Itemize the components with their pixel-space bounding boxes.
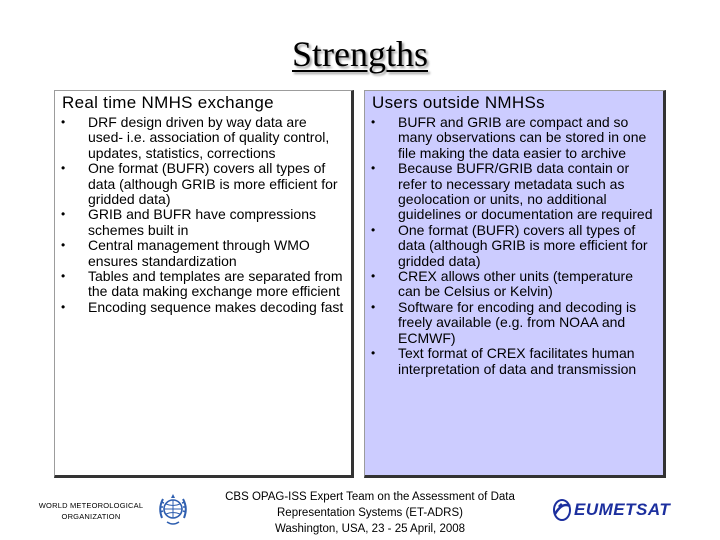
bullet-icon: •: [61, 269, 66, 284]
wmo-name: [32, 500, 150, 522]
wmo-name-line2: ORGANIZATION: [61, 512, 121, 521]
left-column-heading: Real time NMHS exchange: [62, 93, 274, 112]
bullet-text: One format (BUFR) covers all types of data (although GRIB is more efficient for gridded data): [398, 221, 648, 269]
bullet-text: Text format of CREX facilitates human interpretation of data and transmission: [398, 345, 637, 377]
list-item: [55, 207, 351, 238]
left-column-box: [54, 90, 354, 478]
bullet-icon: •: [371, 115, 376, 129]
list-item: [365, 115, 663, 161]
list-item: [55, 161, 351, 207]
wmo-name-line1: WORLD METEOROLOGICAL: [38, 501, 144, 510]
list-item: [55, 269, 351, 300]
footer-line-1: CBS OPAG-ISS Expert Team on the Assessment of Data: [225, 491, 515, 503]
list-item: [365, 161, 663, 223]
bullet-icon: •: [371, 299, 376, 314]
bullet-text: CREX allows other units (temperature can be Celsius or Kelvin): [398, 268, 633, 300]
bullet-icon: •: [371, 222, 376, 237]
bullet-icon: •: [61, 115, 66, 129]
bullet-text: Because BUFR/GRIB data contain or refer to necessary metadata such as geolocation or units, no additional guidelines or documentation are required: [398, 160, 653, 223]
footer-meeting-info: [205, 489, 535, 537]
eumetsat-logo: [552, 498, 670, 522]
list-item: [365, 269, 663, 300]
wmo-emblem-icon: [156, 492, 190, 528]
eumetsat-wordmark: EUMETSAT: [574, 500, 671, 519]
bullet-text: BUFR and GRIB are compact and so many observations can be stored in one file making the data easier to archive: [398, 114, 647, 161]
bullet-icon: •: [61, 207, 66, 222]
footer-line-2: Representation Systems (ET-ADRS): [277, 507, 463, 519]
list-item: [365, 346, 663, 377]
bullet-icon: •: [371, 161, 376, 176]
bullet-icon: •: [61, 238, 66, 253]
bullet-text: Tables and templates are separated from the data making exchange more efficient: [88, 268, 343, 300]
bullet-text: Software for encoding and decoding is freely available (e.g. from NOAA and ECMWF): [398, 298, 637, 346]
bullet-icon: •: [61, 299, 66, 314]
bullet-text: One format (BUFR) covers all types of data (although GRIB is more efficient for gridded data): [88, 160, 338, 208]
list-item: [55, 300, 351, 315]
bullet-icon: •: [371, 346, 376, 361]
bullet-icon: •: [61, 161, 66, 176]
footer-line-3: Washington, USA, 23 - 25 April, 2008: [274, 523, 466, 535]
eumetsat-swoosh-icon: [552, 498, 572, 522]
list-item: [55, 115, 351, 161]
list-item: [55, 238, 351, 269]
right-column-heading: Users outside NMHSs: [372, 93, 545, 112]
bullet-icon: •: [371, 269, 376, 284]
slide-title: Strengths: [291, 34, 428, 74]
bullet-text: GRIB and BUFR have compressions schemes built in: [88, 206, 316, 238]
bullet-text: DRF design driven by way data are used- i.e. association of quality control, updates, statistics, corrections: [88, 114, 330, 161]
bullet-text: Central management through WMO ensures standardization: [88, 237, 310, 269]
list-item: [365, 300, 663, 346]
right-column-box: [364, 90, 666, 478]
list-item: [365, 223, 663, 269]
bullet-text: Encoding sequence makes decoding fast: [88, 298, 344, 315]
left-bullet-list: [55, 115, 351, 315]
right-bullet-list: [365, 115, 663, 377]
